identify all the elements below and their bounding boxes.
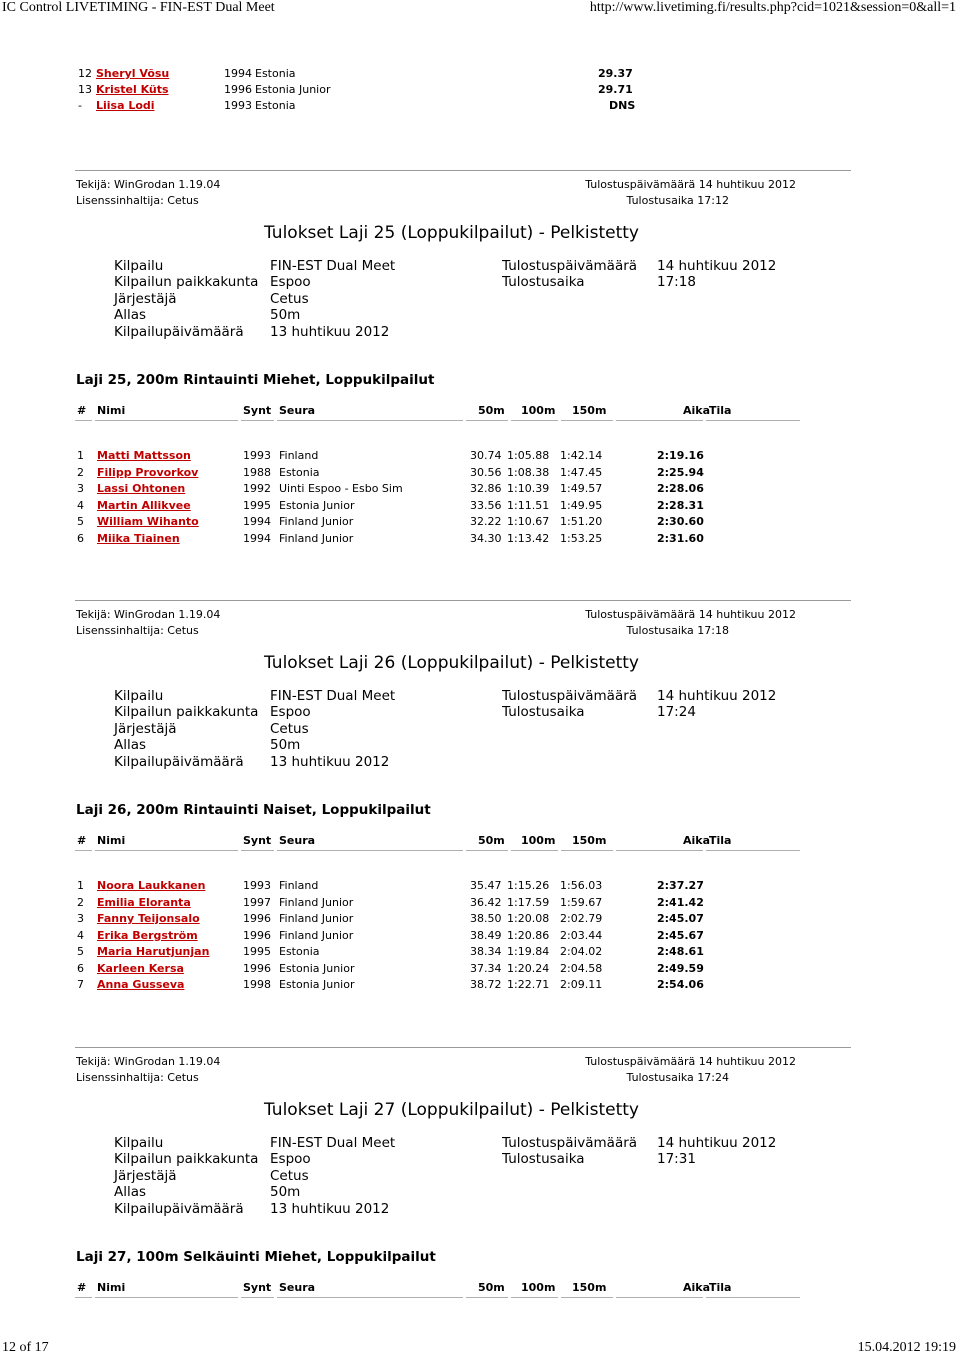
result-place: 6	[77, 961, 84, 975]
split-50m: 32.86	[470, 482, 502, 495]
meet-city: Espoo	[270, 274, 311, 291]
print-date-label: Tulostuspäivämäärä	[502, 1135, 638, 1151]
header-underline	[95, 420, 238, 421]
meet-date: 13 huhtikuu 2012	[270, 1200, 390, 1217]
split-150m: 2:04.02	[560, 945, 603, 958]
software-credit: Tekijä: WinGrodan 1.19.04	[76, 178, 221, 191]
print-time-label: Tulostusaika	[502, 274, 585, 291]
print-date-line: Tulostuspäivämäärä 14 huhtikuu 2012	[585, 608, 796, 621]
final-time: 2:37.27	[657, 879, 704, 892]
section-divider	[75, 1047, 851, 1048]
final-time: 2:54.06	[657, 978, 704, 991]
split-100m: 1:10.39	[507, 482, 550, 495]
result-time: DNS	[609, 99, 636, 112]
split-100m: 1:20.86	[507, 928, 550, 942]
meet-organizer: Cetus	[270, 720, 309, 737]
results-title: Tulokset Laji 27 (Loppukilpailut) - Pelkistetty	[264, 1100, 639, 1120]
result-year: 1993	[224, 99, 252, 112]
software-credit: Tekijä: WinGrodan 1.19.04	[76, 1055, 221, 1068]
split-50m: 37.34	[470, 961, 502, 975]
organizer-label: Järjestäjä	[114, 720, 177, 737]
header-underline	[75, 1297, 92, 1298]
print-date-label: Tulostuspäivämäärä	[502, 688, 638, 704]
result-year: 1996	[243, 961, 271, 975]
result-place: 5	[77, 945, 84, 958]
split-100m: 1:13.42	[507, 531, 550, 545]
split-100m: 1:10.67	[507, 515, 550, 528]
result-place: -	[78, 99, 82, 112]
column-rank: #	[77, 834, 87, 847]
meet-date: 13 huhtikuu 2012	[270, 323, 390, 340]
result-club: Finland	[279, 449, 319, 462]
split-150m: 2:03.44	[560, 928, 603, 942]
result-club: Estonia	[255, 99, 296, 112]
result-year: 1988	[243, 465, 271, 479]
result-year: 1993	[243, 449, 271, 462]
column-50m: 50m	[478, 1281, 505, 1294]
result-club: Estonia	[255, 67, 296, 80]
result-club: Finland Junior	[279, 515, 354, 528]
city-label: Kilpailun paikkakunta	[114, 1151, 259, 1168]
print-time-label: Tulostusaika	[502, 1151, 585, 1168]
column-100m: 100m	[521, 1281, 556, 1294]
print-time-line: Tulostusaika 17:24	[626, 1071, 729, 1084]
split-100m: 1:15.26	[507, 879, 550, 892]
header-underline	[706, 1297, 800, 1298]
meet-pool: 50m	[270, 307, 301, 324]
licensee-line: Lisenssinhaltija: Cetus	[76, 624, 199, 637]
split-100m: 1:20.24	[507, 961, 550, 975]
result-club: Estonia Junior	[255, 83, 331, 96]
athlete-link[interactable]: Emilia Eloranta	[97, 895, 191, 909]
result-club: Finland	[279, 879, 319, 892]
result-club: Uinti Espoo - Esbo Sim	[279, 482, 403, 495]
split-100m: 1:20.08	[507, 912, 550, 925]
result-year: 1995	[243, 498, 271, 512]
result-year: 1996	[243, 912, 271, 925]
header-underline	[277, 850, 463, 851]
result-year: 1995	[243, 945, 271, 958]
header-underline	[75, 850, 92, 851]
header-underline	[75, 420, 92, 421]
header-underline	[95, 1297, 238, 1298]
result-year: 1996	[224, 83, 252, 96]
final-time: 2:19.16	[657, 449, 704, 462]
organizer-label: Järjestäjä	[114, 290, 177, 307]
column-100m: 100m	[521, 834, 556, 847]
column-150m: 150m	[572, 404, 607, 417]
results-title: Tulokset Laji 26 (Loppukilpailut) - Pelkistetty	[264, 653, 639, 673]
split-150m: 1:47.45	[560, 465, 603, 479]
column-150m: 150m	[572, 1281, 607, 1294]
print-date-line: Tulostuspäivämäärä 14 huhtikuu 2012	[585, 178, 796, 191]
header-underline	[241, 420, 274, 421]
organizer-label: Järjestäjä	[114, 1167, 177, 1184]
final-time: 2:49.59	[657, 961, 704, 975]
split-50m: 33.56	[470, 498, 502, 512]
print-time-value: 17:18	[657, 274, 696, 291]
split-50m: 30.56	[470, 465, 502, 479]
column-name: Nimi	[97, 834, 126, 847]
athlete-link[interactable]: Erika Bergström	[97, 928, 198, 942]
split-50m: 34.30	[470, 531, 502, 545]
final-time: 2:28.31	[657, 498, 704, 512]
split-150m: 2:04.58	[560, 961, 603, 975]
meet-name: FIN-EST Dual Meet	[270, 1135, 396, 1151]
result-club: Finland Junior	[279, 531, 354, 545]
page-header-url: http://www.livetiming.fi/results.php?cid=1021&session=0&all=1	[589, 0, 956, 15]
split-50m: 38.49	[470, 928, 502, 942]
column-club: Seura	[279, 1281, 316, 1294]
header-underline	[706, 850, 800, 851]
column-year: Synt	[243, 1281, 272, 1294]
split-150m: 1:49.95	[560, 498, 603, 512]
column-rank: #	[77, 404, 87, 417]
result-place: 6	[77, 531, 84, 545]
meet-name: FIN-EST Dual Meet	[270, 258, 396, 274]
licensee-line: Lisenssinhaltija: Cetus	[76, 194, 199, 207]
header-underline	[616, 420, 703, 421]
split-50m: 38.34	[470, 945, 502, 958]
split-50m: 38.72	[470, 978, 502, 991]
header-underline	[466, 420, 508, 421]
column-status: Tila	[709, 1281, 732, 1294]
result-place: 1	[77, 449, 84, 462]
column-time: Aika	[683, 1281, 711, 1294]
result-place: 3	[77, 482, 84, 495]
print-date-line: Tulostuspäivämäärä 14 huhtikuu 2012	[585, 1055, 796, 1068]
result-year: 1996	[243, 928, 271, 942]
athlete-link[interactable]: Kristel Küts	[96, 83, 169, 96]
result-place: 12	[78, 67, 92, 80]
header-underline	[561, 850, 613, 851]
result-year: 1994	[224, 67, 252, 80]
meet-city: Espoo	[270, 704, 311, 721]
column-time: Aika	[683, 834, 711, 847]
header-underline	[561, 420, 613, 421]
column-club: Seura	[279, 404, 316, 417]
result-place: 13	[78, 83, 92, 96]
split-50m: 30.74	[470, 449, 502, 462]
column-100m: 100m	[521, 404, 556, 417]
split-100m: 1:08.38	[507, 465, 550, 479]
column-150m: 150m	[572, 834, 607, 847]
event-heading: Laji 27, 100m Selkäuinti Miehet, Loppukilpailut	[76, 1249, 436, 1265]
split-150m: 1:53.25	[560, 531, 603, 545]
header-underline	[241, 850, 274, 851]
result-club: Estonia Junior	[279, 498, 355, 512]
split-100m: 1:19.84	[507, 945, 550, 958]
header-underline	[511, 850, 558, 851]
athlete-link[interactable]: Noora Laukkanen	[97, 879, 206, 892]
column-year: Synt	[243, 834, 272, 847]
final-time: 2:31.60	[657, 531, 704, 545]
city-label: Kilpailun paikkakunta	[114, 274, 259, 291]
final-time: 2:30.60	[657, 515, 704, 528]
athlete-link[interactable]: Liisa Lodi	[96, 99, 155, 112]
result-year: 1994	[243, 531, 271, 545]
result-time: 29.37	[598, 67, 633, 80]
meet-pool: 50m	[270, 1184, 301, 1201]
print-time-line: Tulostusaika 17:12	[626, 194, 729, 207]
print-time-value: 17:24	[657, 704, 696, 721]
licensee-line: Lisenssinhaltija: Cetus	[76, 1071, 199, 1084]
meet-organizer: Cetus	[270, 290, 309, 307]
meet-label: Kilpailu	[114, 688, 164, 704]
split-150m: 1:49.57	[560, 482, 603, 495]
column-name: Nimi	[97, 404, 126, 417]
header-underline	[511, 1297, 558, 1298]
column-rank: #	[77, 1281, 87, 1294]
column-year: Synt	[243, 404, 272, 417]
meet-label: Kilpailu	[114, 1135, 164, 1151]
split-100m: 1:05.88	[507, 449, 550, 462]
athlete-link[interactable]: Maria Harutjunjan	[97, 945, 210, 958]
column-50m: 50m	[478, 404, 505, 417]
header-underline	[241, 1297, 274, 1298]
print-time-line: Tulostusaika 17:18	[626, 624, 729, 637]
page-header-title: IC Control LIVETIMING - FIN-EST Dual Meet	[2, 0, 275, 15]
software-credit: Tekijä: WinGrodan 1.19.04	[76, 608, 221, 621]
athlete-link[interactable]: Fanny Teijonsalo	[97, 912, 200, 925]
split-50m: 38.50	[470, 912, 502, 925]
header-underline	[466, 850, 508, 851]
meet-name: FIN-EST Dual Meet	[270, 688, 396, 704]
page-footer-number: 12 of 17	[2, 1340, 49, 1355]
athlete-link[interactable]: Matti Mattsson	[97, 449, 191, 462]
athlete-link[interactable]: Anna Gusseva	[97, 978, 185, 991]
header-underline	[466, 1297, 508, 1298]
split-150m: 1:59.67	[560, 895, 603, 909]
print-date-label: Tulostuspäivämäärä	[502, 258, 638, 274]
final-time: 2:48.61	[657, 945, 704, 958]
result-time: 29.71	[598, 83, 633, 96]
split-50m: 32.22	[470, 515, 502, 528]
result-club: Estonia	[279, 945, 320, 958]
final-time: 2:41.42	[657, 895, 704, 909]
result-club: Estonia	[279, 465, 320, 479]
pool-label: Allas	[114, 307, 147, 324]
result-year: 1998	[243, 978, 271, 991]
header-underline	[95, 850, 238, 851]
column-status: Tila	[709, 834, 732, 847]
split-150m: 1:51.20	[560, 515, 603, 528]
event-heading: Laji 25, 200m Rintauinti Miehet, Loppukilpailut	[76, 372, 435, 388]
final-time: 2:28.06	[657, 482, 704, 495]
split-100m: 1:11.51	[507, 498, 550, 512]
print-date-value: 14 huhtikuu 2012	[657, 1135, 777, 1151]
split-100m: 1:22.71	[507, 978, 550, 991]
print-date-value: 14 huhtikuu 2012	[657, 258, 777, 274]
header-underline	[616, 1297, 703, 1298]
result-place: 2	[77, 895, 84, 909]
meet-pool: 50m	[270, 737, 301, 754]
split-150m: 1:42.14	[560, 449, 603, 462]
section-divider	[75, 600, 851, 601]
athlete-link[interactable]: Filipp Provorkov	[97, 465, 199, 479]
result-place: 3	[77, 912, 84, 925]
pool-label: Allas	[114, 1184, 147, 1201]
result-club: Estonia Junior	[279, 961, 355, 975]
split-50m: 36.42	[470, 895, 502, 909]
split-150m: 1:56.03	[560, 879, 603, 892]
result-year: 1993	[243, 879, 271, 892]
result-place: 2	[77, 465, 84, 479]
result-place: 1	[77, 879, 84, 892]
final-time: 2:45.67	[657, 928, 704, 942]
page-footer-datetime: 15.04.2012 19:19	[857, 1340, 956, 1355]
city-label: Kilpailun paikkakunta	[114, 704, 259, 721]
split-150m: 2:09.11	[560, 978, 603, 991]
meet-date: 13 huhtikuu 2012	[270, 753, 390, 770]
print-time-label: Tulostusaika	[502, 704, 585, 721]
print-date-value: 14 huhtikuu 2012	[657, 688, 777, 704]
athlete-link[interactable]: Martin Allikvee	[97, 498, 191, 512]
section-divider	[75, 170, 851, 171]
pool-label: Allas	[114, 737, 147, 754]
column-status: Tila	[709, 404, 732, 417]
date-label: Kilpailupäivämäärä	[114, 1200, 244, 1217]
split-150m: 2:02.79	[560, 912, 603, 925]
result-place: 4	[77, 928, 84, 942]
result-year: 1994	[243, 515, 271, 528]
split-100m: 1:17.59	[507, 895, 550, 909]
split-50m: 35.47	[470, 879, 502, 892]
meet-label: Kilpailu	[114, 258, 164, 274]
athlete-link[interactable]: Lassi Ohtonen	[97, 482, 186, 495]
result-club: Estonia Junior	[279, 978, 355, 991]
athlete-link[interactable]: Miika Tiainen	[97, 531, 180, 545]
result-place: 5	[77, 515, 84, 528]
athlete-link[interactable]: William Wihanto	[97, 515, 199, 528]
header-underline	[561, 1297, 613, 1298]
final-time: 2:45.07	[657, 912, 704, 925]
print-time-value: 17:31	[657, 1151, 696, 1168]
column-time: Aika	[683, 404, 711, 417]
result-club: Finland Junior	[279, 928, 354, 942]
header-underline	[277, 420, 463, 421]
results-title: Tulokset Laji 25 (Loppukilpailut) - Pelkistetty	[264, 223, 639, 243]
result-place: 4	[77, 498, 84, 512]
column-club: Seura	[279, 834, 316, 847]
meet-organizer: Cetus	[270, 1167, 309, 1184]
header-underline	[277, 1297, 463, 1298]
header-underline	[616, 850, 703, 851]
athlete-link[interactable]: Sheryl Võsu	[96, 67, 170, 80]
result-place: 7	[77, 978, 84, 991]
date-label: Kilpailupäivämäärä	[114, 753, 244, 770]
result-year: 1992	[243, 482, 271, 495]
column-name: Nimi	[97, 1281, 126, 1294]
final-time: 2:25.94	[657, 465, 704, 479]
athlete-link[interactable]: Karleen Kersa	[97, 961, 184, 975]
date-label: Kilpailupäivämäärä	[114, 323, 244, 340]
column-50m: 50m	[478, 834, 505, 847]
header-underline	[511, 420, 558, 421]
header-underline	[706, 420, 800, 421]
result-club: Finland Junior	[279, 912, 354, 925]
event-heading: Laji 26, 200m Rintauinti Naiset, Loppukilpailut	[76, 802, 431, 818]
meet-city: Espoo	[270, 1151, 311, 1168]
result-club: Finland Junior	[279, 895, 354, 909]
result-year: 1997	[243, 895, 271, 909]
